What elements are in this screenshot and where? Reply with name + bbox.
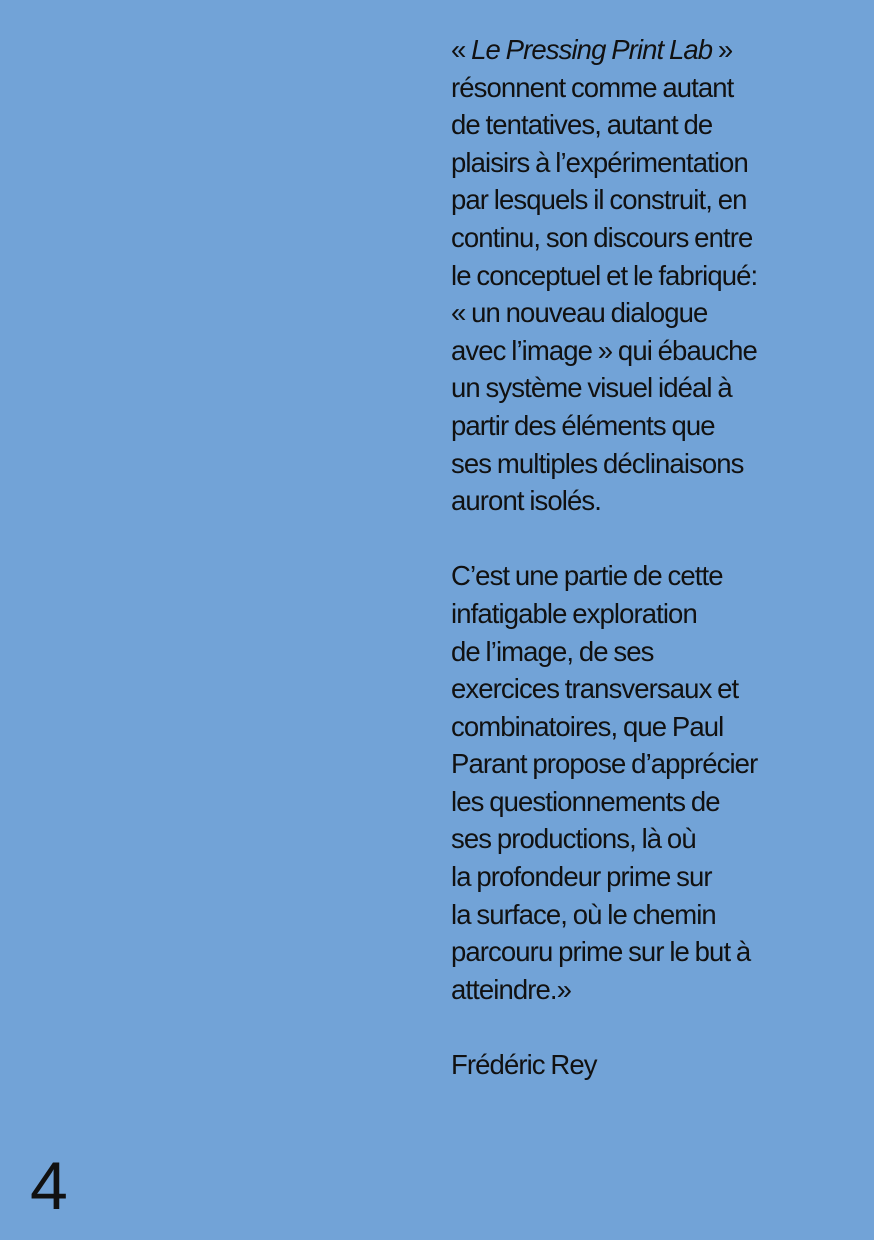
paragraph-line: auront isolés.: [451, 485, 601, 517]
paragraph-line: Parant propose d’apprécier: [451, 748, 758, 780]
paragraph-1: [451, 31, 861, 520]
paragraph-line: de l’image, de ses: [451, 635, 654, 667]
paragraph-line: un système visuel idéal à: [451, 372, 732, 404]
paragraph-line: atteindre.»: [451, 973, 572, 1005]
paragraph-line: C’est une partie de cette: [451, 560, 723, 592]
paragraph-spacer: [451, 1008, 861, 1046]
paragraph-line: parcouru prime sur le but à: [451, 936, 751, 968]
paragraph-line: combinatoires, que Paul: [451, 710, 724, 742]
text-column: [451, 31, 861, 1084]
paragraph-line: par lesquels il construit, en: [451, 184, 747, 216]
paragraph-line: « un nouveau dialogue: [451, 297, 708, 329]
paragraph-2: [451, 557, 861, 1008]
paragraph-line: partir des éléments que: [451, 409, 715, 441]
paragraph-line: de tentatives, autant de: [451, 109, 713, 141]
paragraph-line: avec l’image » qui ébauche: [451, 334, 757, 366]
paragraph-line: exercices transversaux et: [451, 673, 739, 705]
paragraph-1-title-line: [451, 31, 861, 69]
paragraph-line: résonnent comme autant: [451, 71, 734, 103]
paragraph-spacer: [451, 520, 861, 558]
paragraph-line: ses productions, là où: [451, 823, 696, 855]
paragraph-line: les questionnements de: [451, 785, 720, 817]
quote-close: »: [712, 34, 733, 65]
quote-open: «: [451, 34, 472, 65]
paragraph-line: continu, son discours entre: [451, 221, 753, 253]
paragraph-line: infatigable exploration: [451, 597, 697, 629]
paragraph-line: ses multiples déclinaisons: [451, 447, 744, 479]
author-signature: Frédéric Rey: [451, 1049, 597, 1081]
publication-title: Le Pressing Print Lab: [471, 34, 713, 65]
paragraph-line: la profondeur prime sur: [451, 861, 712, 893]
paragraph-line: le conceptuel et le fabriqué:: [451, 259, 758, 291]
page-number: 4: [30, 1148, 68, 1224]
paragraph-line: plaisirs à l’expérimentation: [451, 146, 748, 178]
paragraph-line: la surface, où le chemin: [451, 898, 716, 930]
